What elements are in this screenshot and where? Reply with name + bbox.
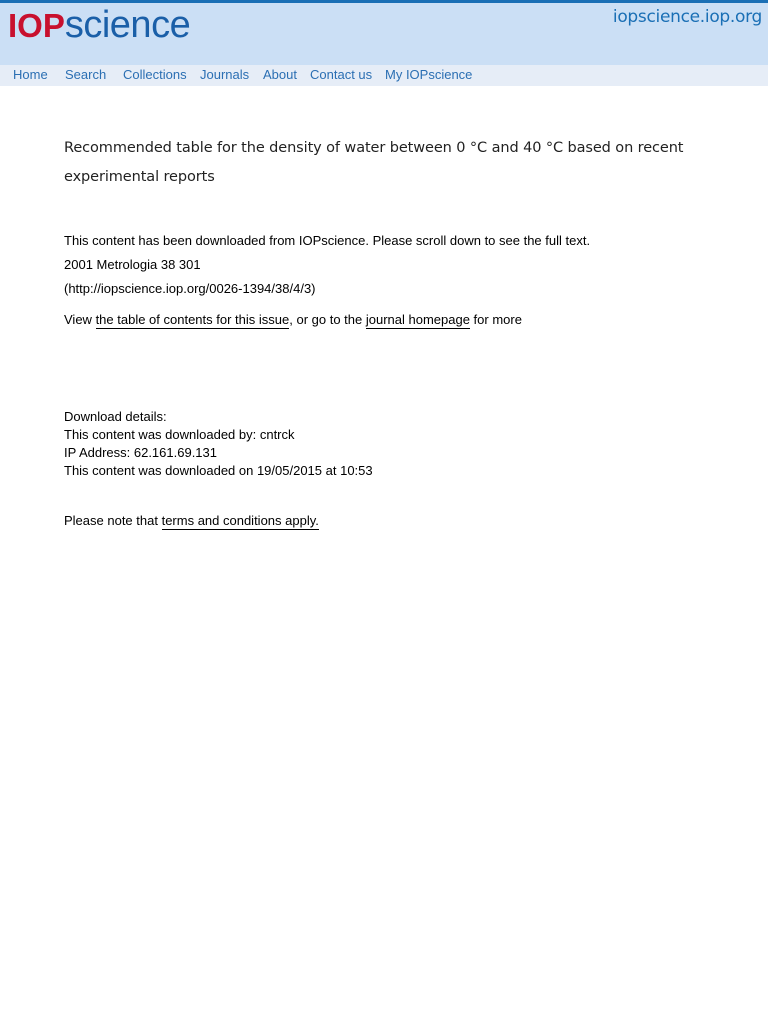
nav-my-iopscience[interactable]: My IOPscience [385,67,473,82]
journal-homepage-link[interactable]: journal homepage [365,312,470,327]
toc-link[interactable]: the table of contents for this issue [95,312,290,327]
terms-link[interactable]: terms and conditions apply. [161,513,319,528]
nav-journals[interactable]: Journals [200,67,250,82]
site-url[interactable]: iopscience.iop.org [612,7,762,27]
download-details-heading: Download details: [64,409,167,424]
nav-home[interactable]: Home [13,67,48,82]
view-suffix: for more [469,312,522,327]
logo-iop-text: IOP [8,7,65,44]
main-nav [0,65,768,86]
downloaded-on: This content was downloaded on 19/05/2015 at 10:53 [64,463,373,478]
site-header [0,0,768,65]
downloaded-by: This content was downloaded by: cntrck [64,427,295,442]
view-middle: , or go to the [289,312,366,327]
view-links-line [64,311,522,329]
terms-line [64,512,319,530]
terms-prefix: Please note that [64,513,162,528]
ip-address: IP Address: 62.161.69.131 [64,445,217,460]
article-url: (http://iopscience.iop.org/0026-1394/38/4/3) [64,281,316,296]
iopscience-logo[interactable] [8,5,190,45]
citation: 2001 Metrologia 38 301 [64,257,201,272]
nav-search[interactable]: Search [65,67,107,82]
nav-collections[interactable]: Collections [123,67,187,82]
download-notice: This content has been downloaded from IOPscience. Please scroll down to see the full text. [64,233,591,248]
view-prefix: View [64,312,96,327]
logo-science-text: science [64,4,191,46]
nav-contact-us[interactable]: Contact us [310,67,373,82]
article-title: Recommended table for the density of water between 0 °C and 40 °C based on recent experimental reports [64,140,684,185]
nav-about[interactable]: About [263,67,297,82]
